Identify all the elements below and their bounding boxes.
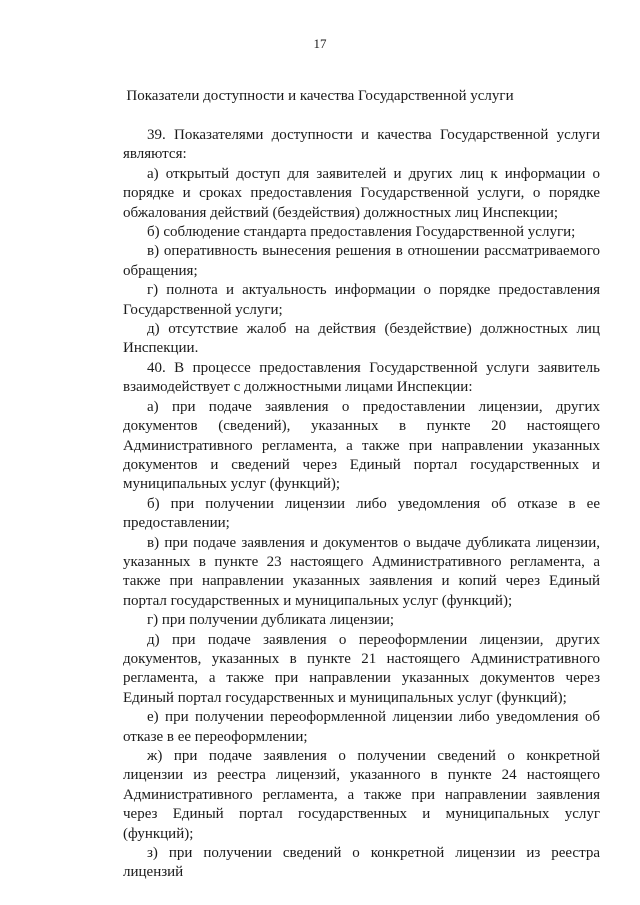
paragraph-40-zh: ж) при подаче заявления о получении сведений о конкретной лицензии из реестра лицензий, указанного в пункте 24 настоящего Административного регламента, а также при направлении заявления через Единый портал государственных и муниципальных услуг (функций); [123, 748, 600, 842]
paragraph-40-g: г) при получении дубликата лицензии; [147, 612, 395, 629]
page-number: 17 [313, 36, 327, 51]
paragraph-39-b: б) соблюдение стандарта предоставления Государственной услуги; [147, 224, 576, 241]
paragraph-40-d: д) при подаче заявления о переоформлении лицензии, других документов, указанных в пункте 21 настоящего Административного регламента, а также при направлении указанных документов через Единый портал государственных и муниципальных услуг (функций); [123, 631, 600, 706]
paragraph-40-a: а) при подаче заявления о предоставлении лицензии, других документов (сведений), указанных в пункте 20 настоящего Административного регламента, а также при направлении указанных документов и сведений через Единый портал государственных и муниципальных услуг (функций); [123, 398, 600, 493]
paragraph-40-e: е) при получении переоформленной лицензии либо уведомления об отказе в ее переоформлении; [123, 709, 600, 745]
paragraph-40: 40. В процессе предоставления Государственной услуги заявитель взаимодействует с должностными лицами Инспекции: [123, 359, 600, 396]
paragraph-40-v: в) при подаче заявления и документов о выдаче дубликата лицензии, указанных в пункте 23 настоящего Административного регламента, а также при направлении указанных заявления и копий через Единый портал государственных и муниципальных услуг (функций); [123, 534, 600, 609]
paragraph-39-d: д) отсутствие жалоб на действия (бездействие) должностных лиц Инспекции. [123, 321, 600, 357]
paragraph-39-v: в) оперативность вынесения решения в отношении рассматриваемого обращения; [123, 243, 600, 279]
paragraph-40-z: з) при получении сведений о конкретной лицензии из реестра лицензий [123, 845, 600, 881]
paragraph-40-b: б) при получении лицензии либо уведомления об отказе в ее предоставлении; [123, 495, 600, 532]
section-heading: Показатели доступности и качества Государственной услуги [126, 88, 514, 104]
document-body [123, 126, 600, 883]
paragraph-39-g: г) полнота и актуальность информации о порядке предоставления Государственной услуги; [123, 282, 600, 318]
paragraph-39: 39. Показателями доступности и качества Государственной услуги являются: [123, 127, 600, 163]
paragraph-39-a: а) открытый доступ для заявителей и других лиц к информации о порядке и сроках предоставления Государственной услуги, о порядке обжалования действий (бездействия) должностных лиц Инспекции; [123, 165, 600, 221]
